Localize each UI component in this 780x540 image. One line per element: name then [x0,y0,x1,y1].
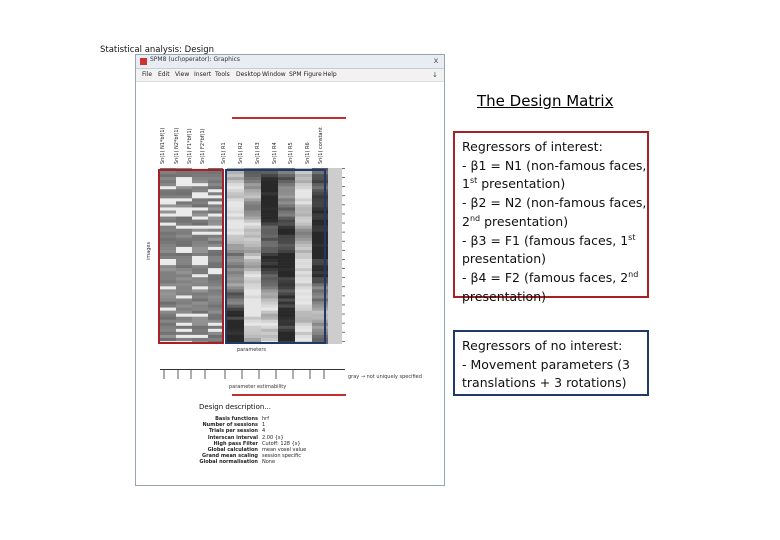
matrix-cell [328,320,342,323]
column-label: Sn(1) F2*bf(1) [200,128,206,164]
row-tick [342,186,345,187]
description-key: Global normalisation [199,459,258,466]
menu-insert[interactable]: Insert [194,71,212,78]
description-value: 1 [262,422,266,429]
description-key: Number of sessions [202,422,258,429]
matrix-cell [328,204,342,207]
description-key: Grand mean scaling [202,453,258,460]
movement-cont: translations + 3 rotations) [462,375,627,391]
matrix-cell [328,232,342,235]
description-value: session specific [262,453,301,460]
matrix-cell [328,271,342,274]
matrix-cell [328,241,342,244]
row-tick [342,323,345,324]
matlab-app-icon [140,58,147,65]
matrix-cell [328,201,342,204]
description-key: High pass Filter [213,440,258,447]
matrix-cell [328,295,342,298]
nointerest-heading: Regressors of no interest: [462,338,623,353]
column-label: Sn(1) R2 [238,142,244,164]
description-row [170,459,306,465]
matrix-cell [328,289,342,292]
description-key: Trials per session [208,428,258,435]
row-tick [342,332,345,333]
matrix-cell [328,329,342,332]
menu-view[interactable]: View [175,71,190,78]
description-value: None [262,459,276,466]
matrix-cell [328,168,342,171]
matrix-cell [328,317,342,320]
menu-spm-figure[interactable]: SPM Figure [289,71,322,78]
matrix-cell [328,341,342,344]
matrix-cell [328,210,342,213]
row-tick [342,268,345,269]
estimability-ticks [160,369,346,383]
design-description-title: Design description... [199,403,271,411]
matrix-cell [328,198,342,201]
beta2-line: - β2 = N2 (non-famous faces, [462,195,647,211]
menu-desktop[interactable]: Desktop [236,71,261,78]
slide-title: The Design Matrix [477,92,614,110]
matrix-cell [328,250,342,253]
matrix-cell [328,283,342,286]
matrix-cell [328,335,342,338]
matrix-cell [328,192,342,195]
row-tick [342,195,345,196]
beta4-cont: presentation) [462,288,546,304]
row-tick [342,295,345,296]
matrix-cell [328,265,342,268]
row-tick [342,250,345,251]
matrix-cell [328,189,342,192]
beta2-cont: 2nd presentation) [462,213,569,229]
row-tick [342,223,345,224]
beta3-cont: presentation) [462,251,546,267]
description-value: mean voxel value [262,447,307,454]
matrix-cell [328,286,342,289]
column-label: Sn(1) R3 [255,142,261,164]
column-axis-label: parameters [237,347,267,353]
beta4-line: - β4 = F2 (famous faces, 2nd [462,269,639,285]
column-label: Sn(1) R4 [272,142,278,164]
description-value: hrf [262,416,269,422]
column-label: Sn(1) R5 [288,142,294,164]
column-label: Sn(1) constant [318,127,324,164]
matrix-cell [328,338,342,341]
description-key: Interscan interval [207,434,258,441]
matrix-cell [328,268,342,271]
row-tick [342,259,345,260]
description-value: 4 [262,428,266,435]
matrix-cell [328,214,342,217]
window-title: SPM8 (ucl\operator): Graphics [150,56,241,63]
window-titlebar [136,55,444,69]
matrix-cell [328,244,342,247]
matrix-cell [328,262,342,265]
matrix-cell [328,171,342,174]
matrix-cell [328,174,342,177]
menu-help[interactable]: Help [323,71,337,78]
matrix-cell [328,323,342,326]
row-tick [342,241,345,242]
row-tick [342,314,345,315]
estimability-underline [232,394,346,396]
column-label: Sn(1) F1*bf(1) [187,128,193,164]
matrix-cell [328,256,342,259]
row-tick [342,341,345,342]
menu-window[interactable]: Window [262,71,286,78]
beta1-cont: 1st presentation) [462,176,566,192]
matrix-cell [328,207,342,210]
estimability-label: parameter estimability [229,384,287,390]
matrix-cell [328,235,342,238]
matrix-cell [328,195,342,198]
row-tick [342,286,345,287]
matrix-cell [328,274,342,277]
interest-regressors-frame [158,169,224,344]
description-value: Cutoff: 128 {s} [262,440,301,447]
matrix-cell [328,292,342,295]
title-underline [232,117,346,119]
row-tick [342,177,345,178]
movement-line: - Movement parameters (3 [462,356,630,372]
matrix-cell [328,302,342,305]
matrix-cell [328,226,342,229]
row-tick [342,232,345,233]
close-icon[interactable]: x [433,56,439,65]
beta1-line: - β1 = N1 (non-famous faces, [462,157,647,173]
row-tick [342,305,345,306]
matrix-cell [328,220,342,223]
matrix-cell [328,247,342,250]
beta3-line: - β3 = F1 (famous faces, 1st [462,232,636,248]
description-key: Global calculation [207,447,258,454]
matrix-cell [328,253,342,256]
matrix-cell [328,305,342,308]
matrix-cell [328,259,342,262]
description-key: Basis functions [215,416,258,422]
row-tick [342,168,345,169]
matrix-cell [328,177,342,180]
matrix-cell [328,332,342,335]
matrix-cell [328,223,342,226]
column-label: Sn(1) R6 [305,142,311,164]
matrix-cell [328,326,342,329]
column-label: Sn(1) N2*bf(1) [174,127,180,164]
matrix-cell [328,229,342,232]
dock-arrow-icon[interactable]: ↓ [432,71,438,79]
matrix-cell [328,183,342,186]
matrix-cell [328,277,342,280]
matrix-cell [328,311,342,314]
menu-file[interactable]: File [142,71,153,78]
matrix-cell [328,308,342,311]
column-label: Sn(1) R1 [221,142,227,164]
menu-bar [136,69,444,82]
row-axis-label: images [146,241,153,261]
matrix-cell [328,298,342,301]
matrix-cell [328,180,342,183]
interest-heading: Regressors of interest: [462,139,603,154]
design-description [170,416,306,466]
menu-edit[interactable]: Edit [158,71,170,78]
menu-tools[interactable]: Tools [215,71,230,78]
nointerest-regressors-frame [225,169,326,344]
figure-title: Statistical analysis: Design [100,45,215,55]
row-tick [342,277,345,278]
matrix-cell [328,280,342,283]
column-label: Sn(1) N1*bf(1) [160,127,166,164]
matrix-cell [328,186,342,189]
description-value: 2.00 {s} [262,434,284,441]
row-tick [342,204,345,205]
matrix-cell [328,314,342,317]
regressors-of-interest-box [453,131,649,304]
matrix-cell [328,238,342,241]
matrix-cell [328,217,342,220]
row-tick [342,214,345,215]
regressors-of-no-interest-box [453,330,649,396]
estimability-note: gray → not uniquely specified [348,374,422,380]
